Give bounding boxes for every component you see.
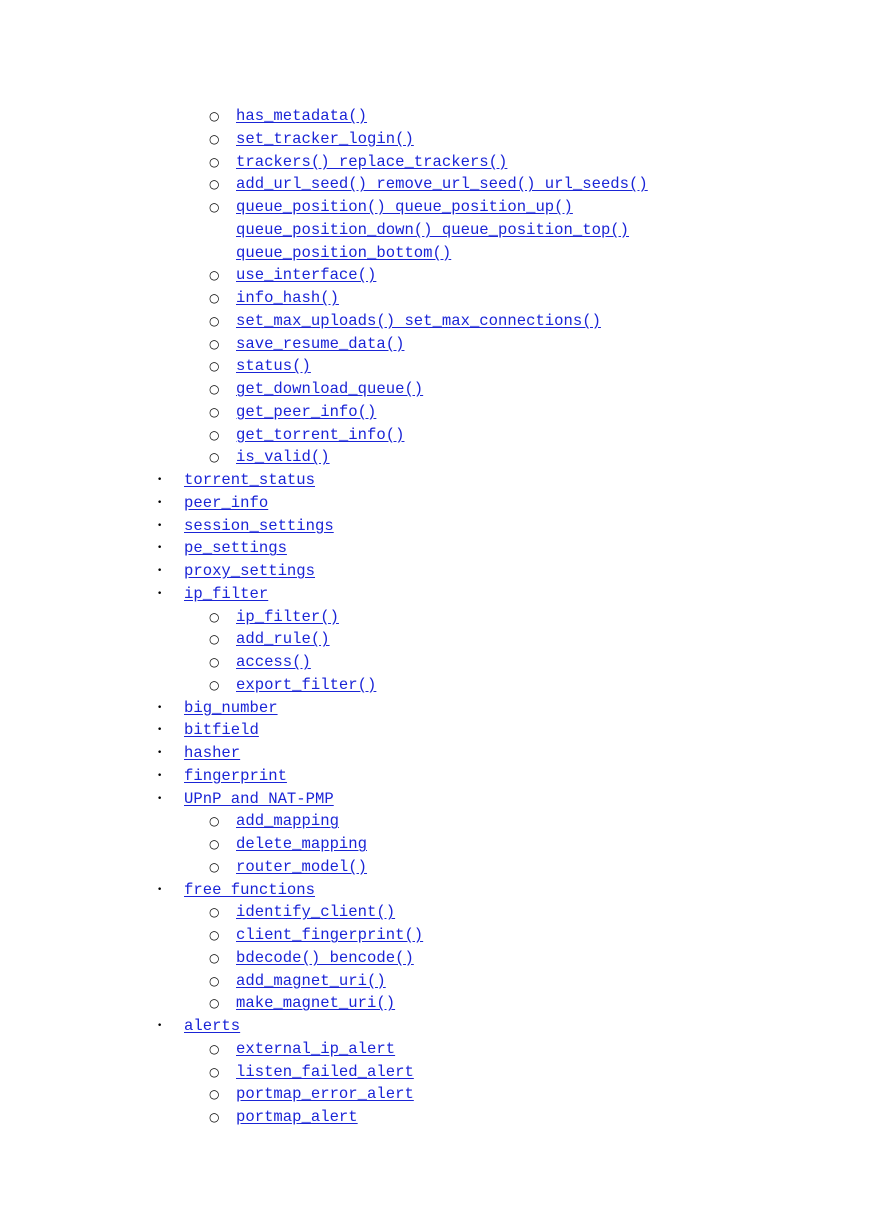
toc-link-ip-filter[interactable]: ip_filter() <box>236 607 339 626</box>
bullet-disc-icon: • <box>157 475 163 485</box>
toc-section-item <box>0 765 869 788</box>
toc-section-item <box>0 788 869 811</box>
toc-section-item <box>0 879 869 902</box>
toc-subitem <box>0 264 869 287</box>
toc-link-portmap-alert[interactable]: portmap_alert <box>236 1108 358 1126</box>
bullet-circle-icon: ○ <box>209 336 220 351</box>
bullet-circle-icon: ○ <box>209 1064 220 1079</box>
bullet-disc-icon: • <box>157 566 163 576</box>
toc-link-upnp-and-nat-pmp[interactable]: UPnP and NAT-PMP <box>184 789 334 808</box>
toc-subitem <box>0 287 869 310</box>
toc-subitem <box>0 1106 869 1129</box>
toc-subitem <box>0 833 869 856</box>
toc-link-queue-position-queue-position-up-queue-position-down-queue-position-top-queue-position-bottom[interactable]: queue_position() queue_position_up() queue_position_down() queue_position_top() queue_position_bottom() <box>236 198 630 262</box>
toc-link-add-mapping[interactable]: add_mapping <box>236 812 339 831</box>
toc-link-proxy-settings[interactable]: proxy_settings <box>184 562 316 580</box>
bullet-circle-icon: ○ <box>209 905 220 920</box>
toc-link-save-resume-data[interactable]: save_resume_data() <box>236 334 405 353</box>
bullet-circle-icon: ○ <box>209 814 220 829</box>
toc-link-identify-client[interactable]: identify_client() <box>236 903 396 922</box>
toc-subitem <box>0 128 869 151</box>
toc-link-router-model[interactable]: router_model() <box>236 857 368 876</box>
toc-subitem <box>0 924 869 947</box>
bullet-circle-icon: ○ <box>209 313 220 328</box>
table-of-contents <box>0 105 869 1129</box>
bullet-circle-icon: ○ <box>209 200 220 214</box>
toc-link-free-functions[interactable]: free functions <box>184 880 316 899</box>
toc-link-pe-settings[interactable]: pe_settings <box>184 539 287 558</box>
bullet-circle-icon: ○ <box>209 1087 220 1102</box>
bullet-circle-icon: ○ <box>209 655 220 669</box>
toc-subitem <box>0 674 869 697</box>
toc-link-make-magnet-uri[interactable]: make_magnet_uri() <box>236 994 396 1013</box>
toc-section-item <box>0 742 869 765</box>
toc-subitem <box>0 901 869 924</box>
bullet-circle-icon: ○ <box>209 632 220 647</box>
bullet-circle-icon: ○ <box>209 677 220 692</box>
toc-link-delete-mapping[interactable]: delete_mapping <box>236 835 368 853</box>
bullet-disc-icon: • <box>157 702 163 713</box>
toc-link-portmap-error-alert[interactable]: portmap_error_alert <box>236 1085 414 1104</box>
toc-link-trackers-replace-trackers[interactable]: trackers() replace_trackers() <box>236 152 508 171</box>
bullet-circle-icon: ○ <box>209 996 220 1011</box>
toc-link-set-max-uploads-set-max-connections[interactable]: set_max_uploads() set_max_connections() <box>236 311 601 330</box>
toc-link-big-number[interactable]: big_number <box>184 698 278 717</box>
toc-link-hasher[interactable]: hasher <box>184 744 241 762</box>
toc-subitem <box>0 1061 869 1084</box>
toc-link-access[interactable]: access() <box>236 653 311 671</box>
toc-link-listen-failed-alert[interactable]: listen_failed_alert <box>236 1062 414 1081</box>
bullet-circle-icon: ○ <box>209 427 220 442</box>
bullet-circle-icon: ○ <box>209 404 220 419</box>
toc-link-use-interface[interactable]: use_interface() <box>236 266 377 285</box>
toc-link-has-metadata[interactable]: has_metadata() <box>236 107 368 125</box>
bullet-circle-icon: ○ <box>209 177 220 192</box>
toc-subitem <box>0 628 869 651</box>
toc-subitem <box>0 310 869 333</box>
toc-section-item <box>0 583 869 606</box>
toc-link-external-ip-alert[interactable]: external_ip_alert <box>236 1039 396 1058</box>
toc-subitem <box>0 378 869 401</box>
toc-subitem <box>0 196 869 264</box>
toc-subitem <box>0 810 869 833</box>
toc-link-client-fingerprint[interactable]: client_fingerprint() <box>236 926 424 944</box>
toc-subitem <box>0 173 869 196</box>
toc-link-add-rule[interactable]: add_rule() <box>236 630 330 649</box>
bullet-circle-icon: ○ <box>209 950 220 965</box>
toc-subitem <box>0 1038 869 1061</box>
toc-section-item <box>0 560 869 583</box>
toc-link-add-url-seed-remove-url-seed-url-seeds[interactable]: add_url_seed() remove_url_seed() url_seeds() <box>236 175 648 194</box>
bullet-circle-icon: ○ <box>209 109 220 123</box>
toc-subitem <box>0 947 869 970</box>
toc-link-info-hash[interactable]: info_hash() <box>236 289 339 307</box>
bullet-disc-icon: • <box>157 543 163 554</box>
toc-subitem <box>0 424 869 447</box>
toc-subitem <box>0 970 869 993</box>
bullet-circle-icon: ○ <box>209 382 220 396</box>
toc-link-session-settings[interactable]: session_settings <box>184 516 334 535</box>
toc-link-get-peer-info[interactable]: get_peer_info() <box>236 402 377 421</box>
bullet-disc-icon: • <box>157 793 163 804</box>
toc-subitem <box>0 355 869 378</box>
toc-section-item <box>0 469 869 492</box>
bullet-disc-icon: • <box>157 884 163 895</box>
bullet-circle-icon: ○ <box>209 973 220 988</box>
toc-link-bdecode-bencode[interactable]: bdecode() bencode() <box>236 948 414 967</box>
bullet-circle-icon: ○ <box>209 609 220 624</box>
bullet-circle-icon: ○ <box>209 928 220 942</box>
bullet-circle-icon: ○ <box>209 131 220 146</box>
toc-link-get-torrent-info[interactable]: get_torrent_info() <box>236 425 405 444</box>
bullet-circle-icon: ○ <box>209 291 220 305</box>
toc-link-status[interactable]: status() <box>236 357 311 376</box>
toc-subitem <box>0 651 869 674</box>
toc-subitem <box>0 333 869 356</box>
toc-subitem <box>0 151 869 174</box>
toc-link-is-valid[interactable]: is_valid() <box>236 448 330 467</box>
bullet-disc-icon: • <box>157 770 163 781</box>
toc-link-bitfield[interactable]: bitfield <box>184 721 259 740</box>
bullet-circle-icon: ○ <box>209 837 220 851</box>
bullet-disc-icon: • <box>157 497 163 508</box>
bullet-circle-icon: ○ <box>209 450 220 465</box>
toc-link-fingerprint[interactable]: fingerprint <box>184 766 287 785</box>
bullet-disc-icon: • <box>157 588 163 599</box>
toc-subitem <box>0 606 869 629</box>
bullet-disc-icon: • <box>157 725 163 736</box>
toc-link-get-download-queue[interactable]: get_download_queue() <box>236 380 424 398</box>
toc-link-add-magnet-uri[interactable]: add_magnet_uri() <box>236 971 386 990</box>
toc-link-export-filter[interactable]: export_filter() <box>236 675 377 694</box>
bullet-circle-icon: ○ <box>209 359 220 374</box>
bullet-disc-icon: • <box>157 1021 163 1031</box>
toc-link-ip-filter[interactable]: ip_filter <box>184 584 269 603</box>
bullet-circle-icon: ○ <box>209 268 220 283</box>
bullet-circle-icon: ○ <box>209 1041 220 1056</box>
bullet-circle-icon: ○ <box>209 154 220 169</box>
toc-section-item <box>0 537 869 560</box>
toc-link-alerts[interactable]: alerts <box>184 1017 241 1035</box>
toc-subitem <box>0 856 869 879</box>
bullet-circle-icon: ○ <box>209 859 220 874</box>
toc-section-item <box>0 492 869 515</box>
toc-link-torrent-status[interactable]: torrent_status <box>184 471 316 489</box>
toc-subitem <box>0 446 869 469</box>
toc-section-item <box>0 1015 869 1038</box>
toc-section-item <box>0 515 869 538</box>
toc-link-peer-info[interactable]: peer_info <box>184 493 269 512</box>
toc-link-set-tracker-login[interactable]: set_tracker_login() <box>236 129 414 148</box>
toc-subitem <box>0 1083 869 1106</box>
bullet-disc-icon: • <box>157 520 163 531</box>
toc-subitem <box>0 105 869 128</box>
toc-subitem <box>0 992 869 1015</box>
toc-subitem <box>0 401 869 424</box>
toc-section-item <box>0 719 869 742</box>
bullet-disc-icon: • <box>157 748 163 758</box>
toc-section-item <box>0 697 869 720</box>
bullet-circle-icon: ○ <box>209 1110 220 1124</box>
